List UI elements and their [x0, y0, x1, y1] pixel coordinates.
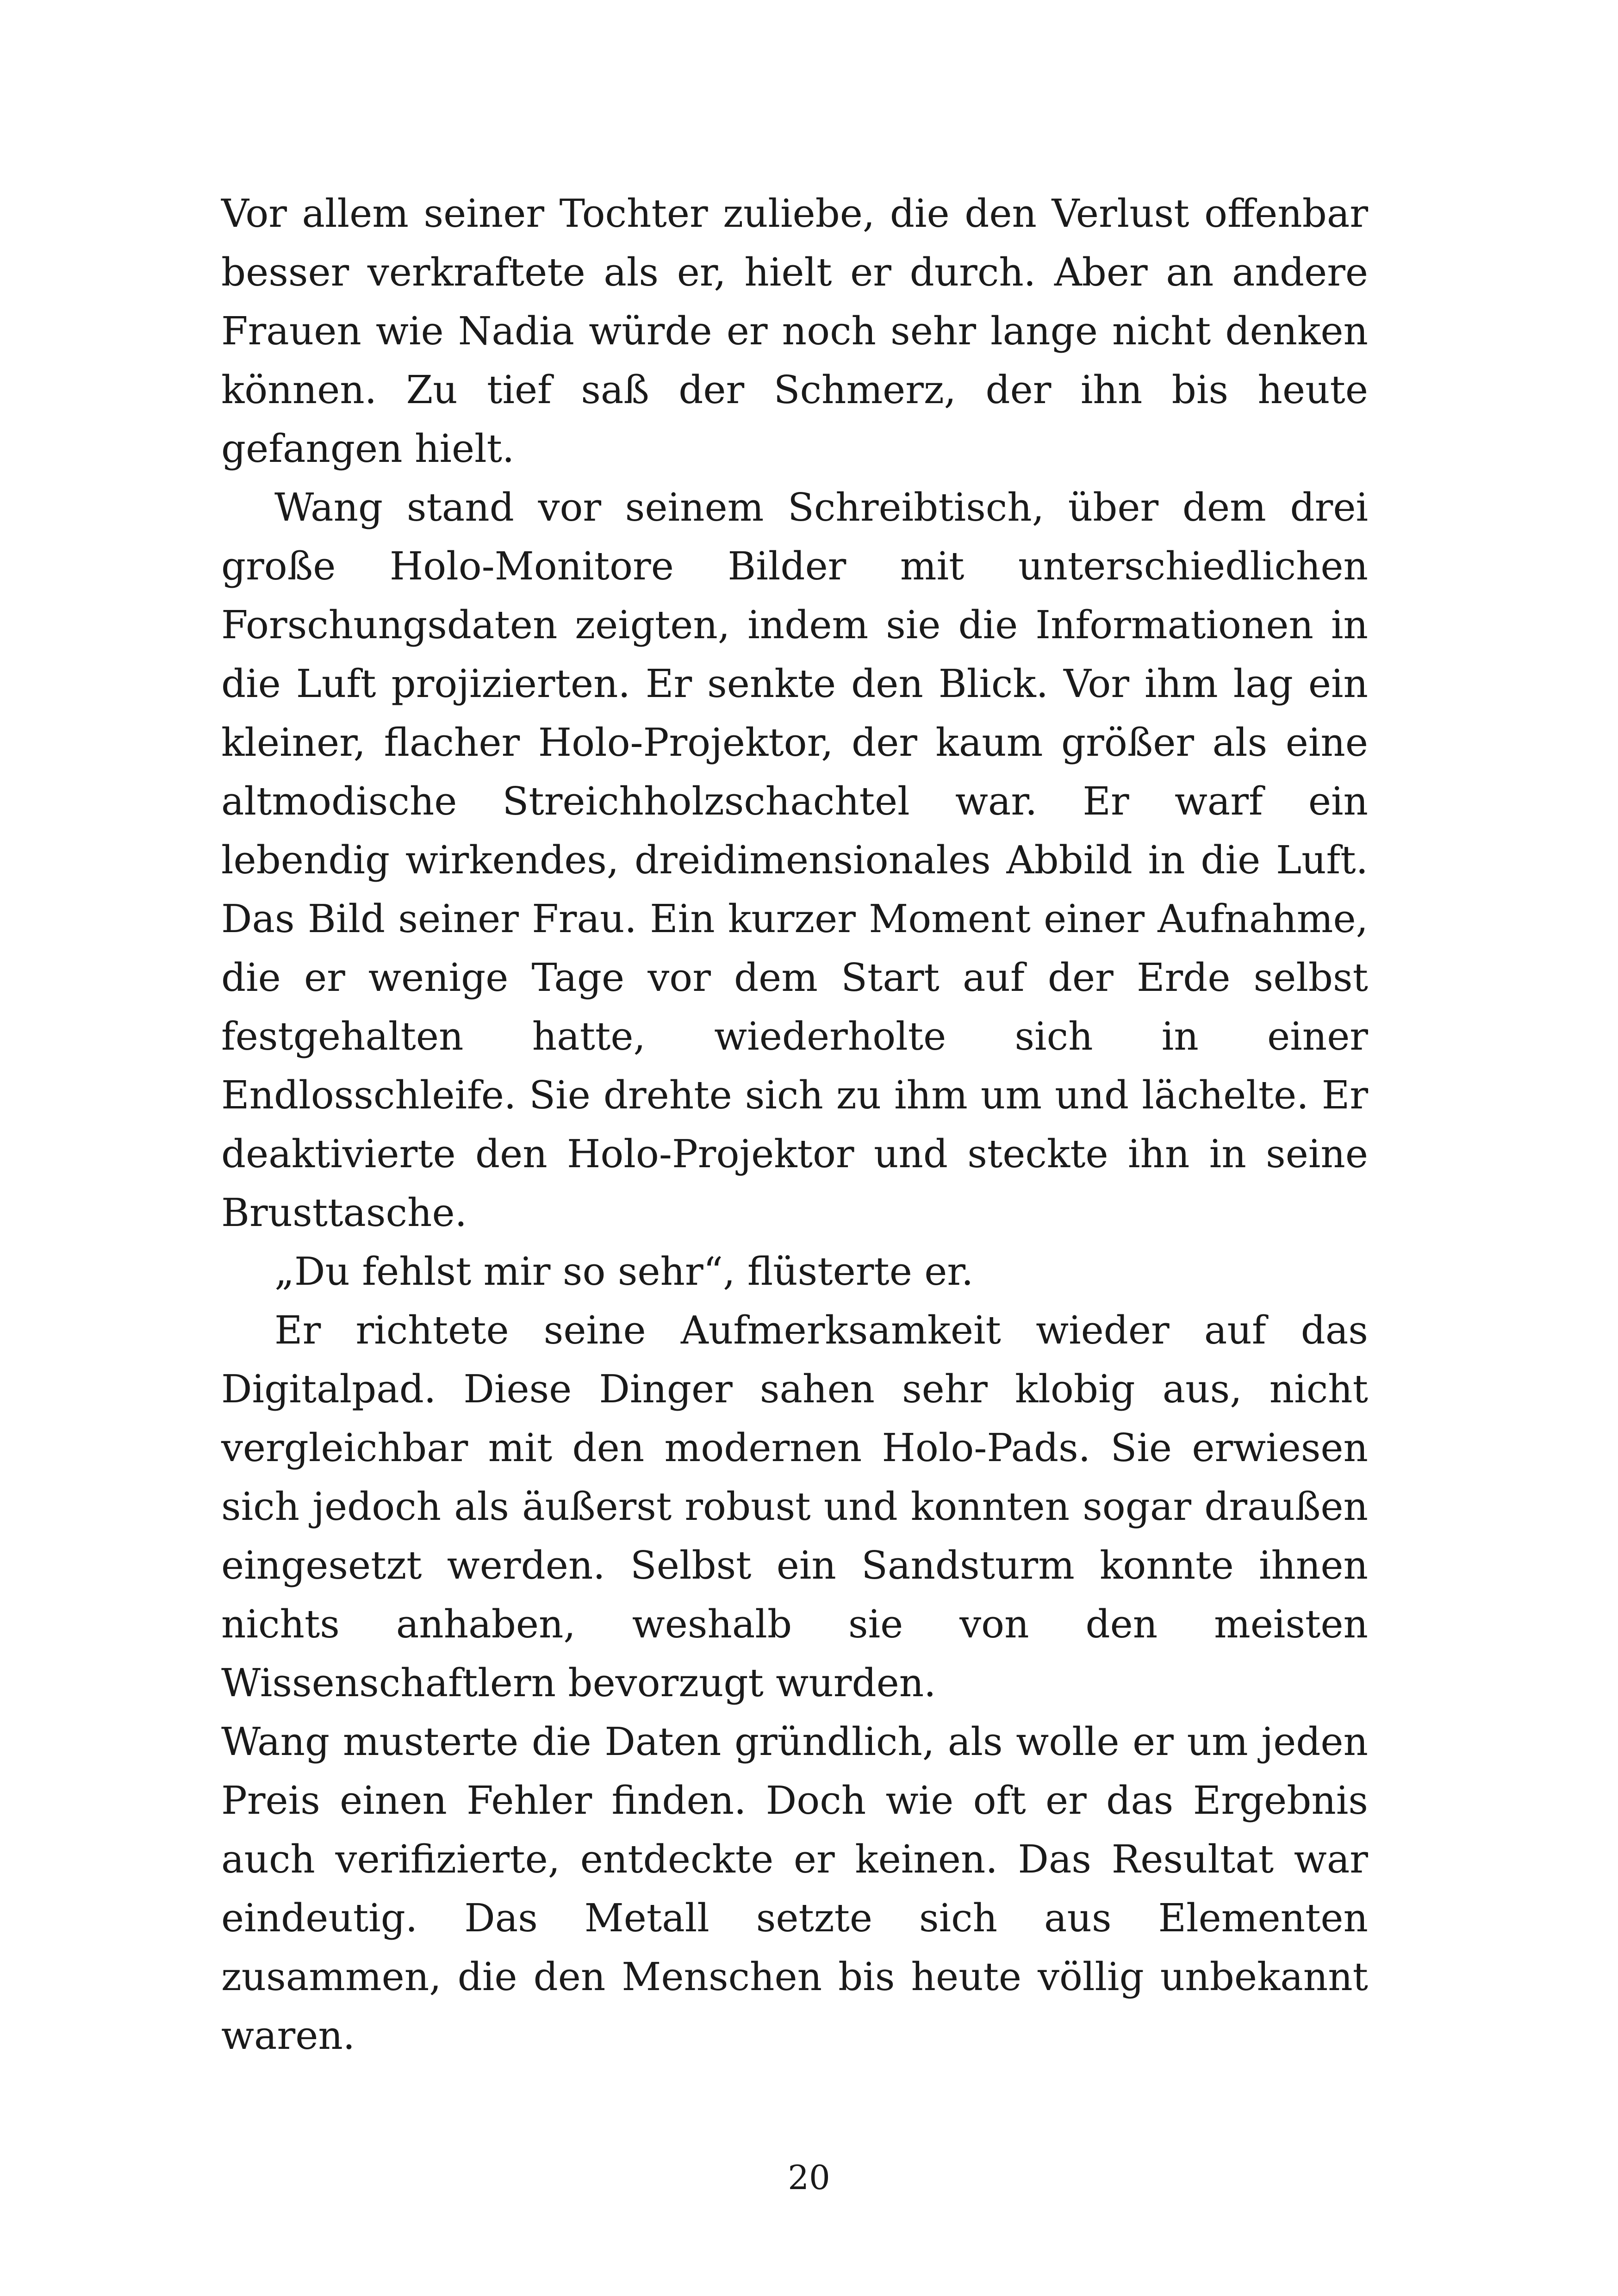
paragraph-2: Wang stand vor seinem Schreibtisch, über dem drei große Holo-Monitore Bilder mit unterschiedlichen Forschungsdaten zeigten, indem sie die Informationen in die Luft projizierten. Er senkte den Blick. Vor ihm lag ein kleiner, flacher Holo-Projektor, der kaum größer als eine altmodische Streichholzschachtel war. Er warf ein lebendig wirkendes, dreidimensionales Abbild in die Luft. Das Bild seiner Frau. Ein kurzer Moment einer Aufnahme, die er wenige Tage vor dem Start auf der Erde selbst festgehalten hatte, wiederholte sich in einer Endlosschleife. Sie drehte sich zu ihm um und lächelte. Er deaktivierte den Holo-Projektor und steckte ihn in seine Brusttasche. [221, 485, 1368, 1235]
paragraph-4: Er richtete seine Aufmerksamkeit wieder auf das Digitalpad. Diese Dinger sahen sehr klobig aus, nicht vergleichbar mit den modernen Holo-Pads. Sie erwiesen sich jedoch als äußerst robust und konnten sogar draußen eingesetzt werden. Selbst ein Sandsturm konnte ihnen nichts anhaben, weshalb sie von den meisten Wissenschaftlern bevorzugt wurden. [221, 1308, 1368, 1705]
page-number: 20 [788, 2158, 830, 2197]
paragraph-5: Wang musterte die Daten gründlich, als wolle er um jeden Preis einen Fehler finden. Doch wie oft er das Ergebnis auch verifizierte, entdeckte er keinen. Das Resultat war eindeutig. Das Metall setzte sich aus Elementen zusammen, die den Menschen bis heute völlig unbekannt waren. [221, 1719, 1368, 2058]
paragraph-3: „Du fehlst mir so sehr“, flüsterte er. [274, 1249, 974, 1294]
paragraph-1: Vor allem seiner Tochter zuliebe, die den Verlust offenbar besser verkraftete als er, hielt er durch. Aber an andere Frauen wie Nadia würde er noch sehr lange nicht denken können. Zu tief saß der Schmerz, der ihn bis heute gefangen hielt. [221, 191, 1368, 471]
body-text [221, 184, 1368, 2065]
